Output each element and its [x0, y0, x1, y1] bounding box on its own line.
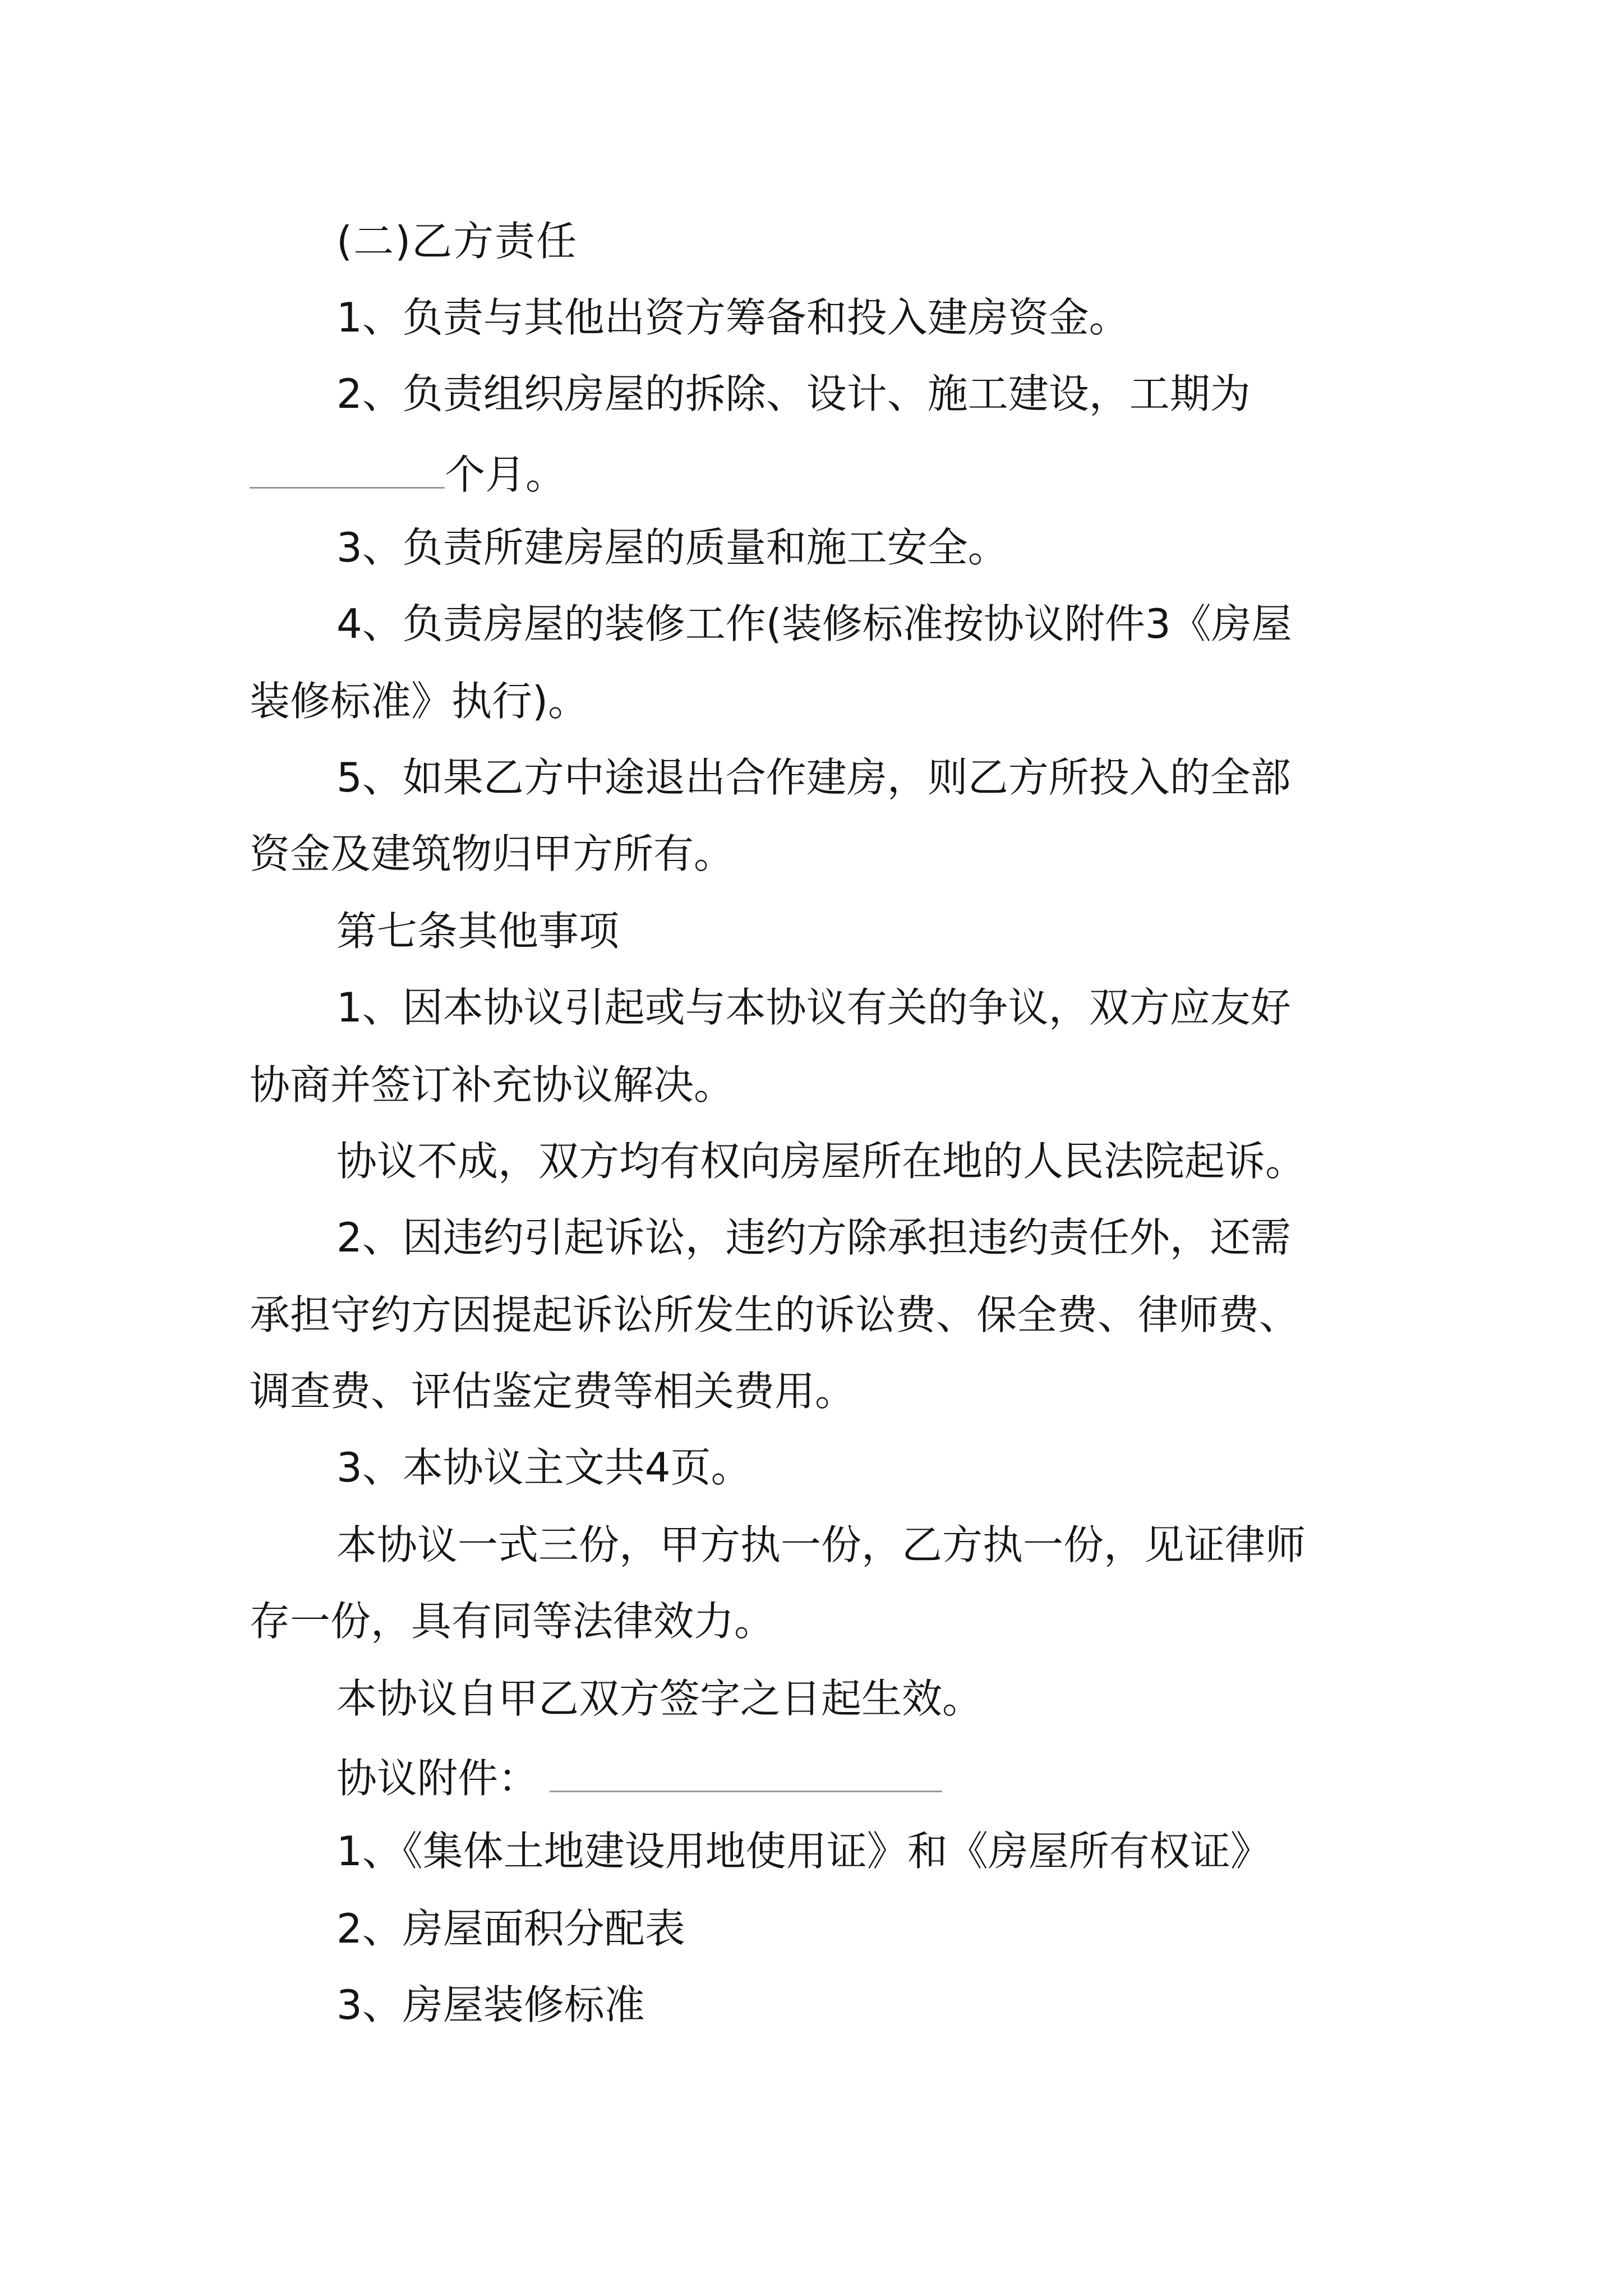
- section-heading: [336, 213, 578, 269]
- paragraph-line: [250, 1363, 855, 1419]
- fill-in-blank: [550, 1747, 942, 1792]
- line-text: 协议附件：: [336, 1755, 539, 1802]
- paragraph-line: [336, 1133, 1306, 1189]
- line-text: 个月。: [445, 451, 566, 498]
- paragraph-line: [250, 1593, 774, 1649]
- line-text: 4、负责房屋的装修工作(装修标准按协议附件3《房屋: [336, 600, 1292, 647]
- fill-in-blank: [250, 443, 445, 489]
- paragraph-line: [336, 1517, 1306, 1573]
- line-text: 存一份，具有同等法律效力。: [250, 1598, 775, 1645]
- paragraph-line: [336, 979, 1291, 1036]
- line-text: 承担守约方因提起诉讼所发生的诉讼费、保全费、律师费、: [250, 1291, 1300, 1338]
- paragraph-line: [250, 1287, 1299, 1343]
- line-text: 2、负责组织房屋的拆除、设计、施工建设，工期为: [336, 370, 1251, 417]
- line-text: 调查费、评估鉴定费等相关费用。: [250, 1368, 856, 1415]
- section-heading: [336, 903, 619, 959]
- line-text: 协商并签订补充协议解决。: [250, 1061, 735, 1108]
- paragraph-line: [336, 1439, 751, 1496]
- paragraph-line: [250, 673, 588, 729]
- line-text: 1、《集体土地建设用地使用证》和《房屋所有权证》: [336, 1828, 1271, 1875]
- paragraph-line: [336, 596, 1292, 652]
- line-text: 第七条其他事项: [336, 908, 620, 955]
- line-text: 3、房屋装修标准: [336, 1981, 645, 2028]
- paragraph-line: [336, 289, 1129, 346]
- line-text: 3、负责所建房屋的质量和施工安全。: [336, 524, 1008, 571]
- paragraph-line: [250, 1057, 734, 1113]
- line-text: 5、如果乙方中途退出合作建房，则乙方所投入的全部: [336, 754, 1291, 801]
- list-item: [336, 1977, 645, 2033]
- line-text: 1、负责与其他出资方筹备和投入建房资金。: [336, 294, 1129, 341]
- paragraph-line: [336, 1747, 942, 1806]
- line-text: 2、因违约引起诉讼，违约方除承担违约责任外，还需: [336, 1214, 1291, 1261]
- line-text: 1、因本协议引起或与本协议有关的争议，双方应友好: [336, 984, 1291, 1031]
- paragraph-line: [250, 443, 566, 503]
- paragraph-line: [336, 519, 1008, 576]
- paragraph-line: [336, 366, 1251, 422]
- list-item: [336, 1901, 685, 1957]
- paragraph-line: [336, 1209, 1291, 1266]
- line-text: 装修标准》执行)。: [250, 678, 589, 725]
- line-text: 本协议一式三份，甲方执一份，乙方执一份，见证律师: [336, 1521, 1306, 1568]
- paragraph-line: [336, 749, 1291, 806]
- line-text: (二)乙方责任: [336, 218, 578, 265]
- line-text: 2、房屋面积分配表: [336, 1905, 685, 1952]
- line-text: 资金及建筑物归甲方所有。: [250, 830, 735, 877]
- paragraph-line: [336, 1671, 983, 1727]
- line-text: 协议不成，双方均有权向房屋所在地的人民法院起诉。: [336, 1138, 1306, 1185]
- paragraph-line: [250, 826, 734, 882]
- list-item: [336, 1823, 1271, 1879]
- line-text: 3、本协议主文共4页。: [336, 1444, 751, 1491]
- line-text: 本协议自甲乙双方签字之日起生效。: [336, 1675, 983, 1722]
